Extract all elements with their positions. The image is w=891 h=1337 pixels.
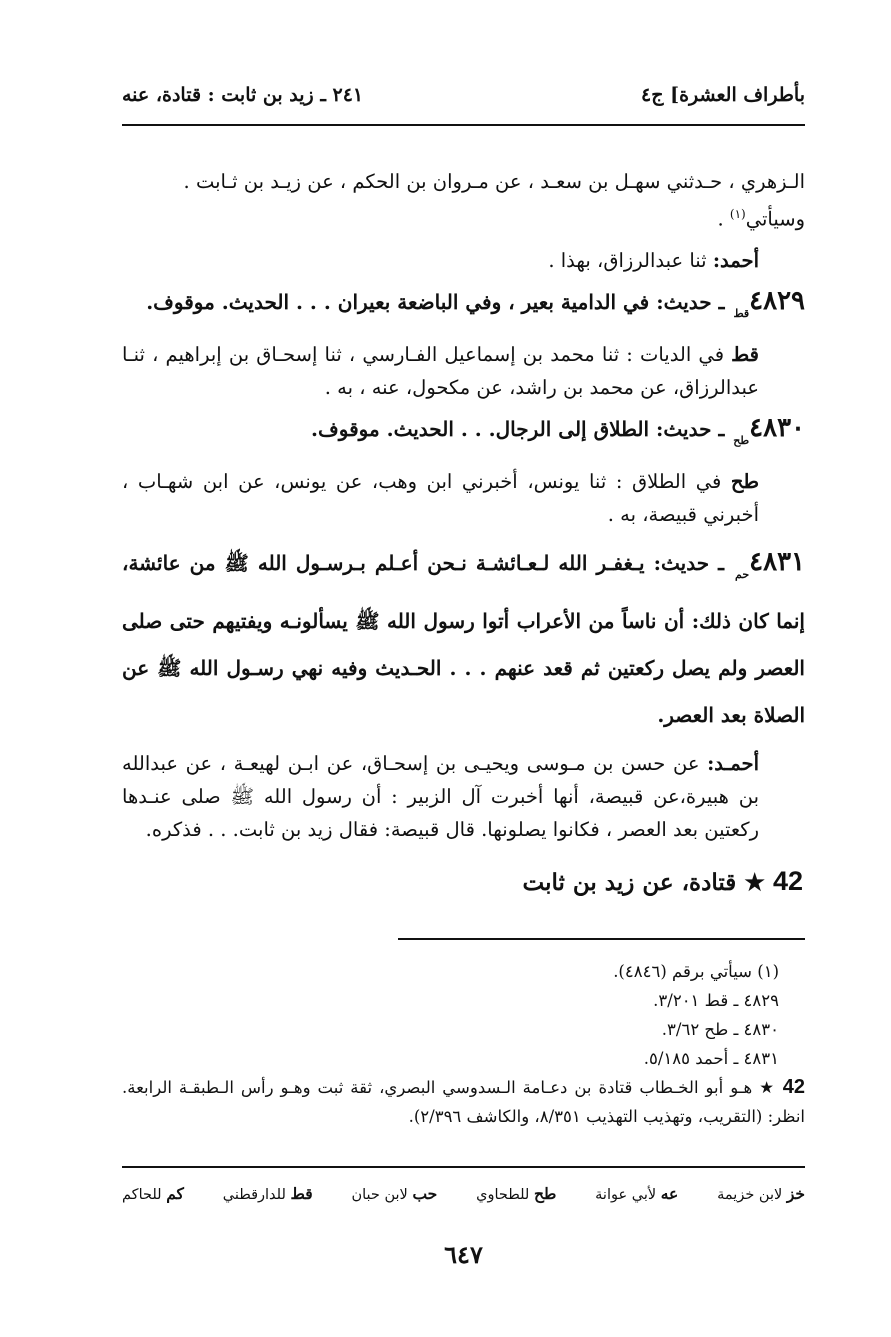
key-abbr: حب [412,1184,438,1203]
source-text: في الديات : ثنا محمد بن إسماعيل الفـارسي ، ثنا إسحـاق بن إبراهيم ، ثنـا عبدالرزاق، عن محمد بن راشد، عن مكحول، عنه ، به . [122,342,759,399]
star-icon: ★ [759,1078,776,1097]
book-page [122,0,805,1337]
footnote-ref[interactable]: (١) [729,207,746,221]
hadith-number: ٤٨٣١ [749,546,805,577]
chapter-number: 42 [772,866,803,896]
page-number: ٦٤٧ [444,1240,483,1269]
hadith-siglum: حم [735,567,750,581]
key-desc: لأبي عوانة [595,1187,661,1203]
source-text: عن حسن بن مـوسى ويحيـى بن إسحـاق، عن ابـن لهيعـة ، عن عبدالله بن هبيرة،عن قبيصة، أنها أخبرت آل الزبير : أن رسول الله ﷺ صلى عنـدها ركعتين بعد العصر ، فكانوا يصلونها. قال قبيصة: فقال زيد بن ثابت. . . فذكره. [122,751,759,841]
hadith-text: ـ حديث: الطلاق إلى الرجال. . . الحديث. موقوف. [311,416,732,441]
source-label: قط [731,342,759,366]
key-item [223,1184,313,1203]
hadith-number: ٤٨٣٠ [749,412,805,443]
key-desc: للحاكم [122,1187,167,1203]
footnotes [122,957,805,1131]
key-desc: للدارقطني [222,1187,291,1203]
key-abbr: خز [786,1184,805,1203]
footnote-4829: ٤٨٢٩ ـ قط ٣/٢٠١. [653,991,779,1010]
hadith-text: ـ حديث: يـغفـر الله لـعـائشـة نـحن أعـلم بـرسـول الله ﷺ من عائشة، إنما كان ذلك: أن ناساً من الأعراب أتوا رسول الله ﷺ يسألونـه ويفتيهم حتى صلى العصر ولم يصل ركعتين ثم قعد عنهم . . . الحـديث وفيه نهي رسـول الله ﷺ عن الصلاة بعد العصر. [122,550,805,727]
key-rule [122,1166,805,1168]
book-title: بأطراف العشرة] ج٤ [641,84,805,106]
source-label: أحمد: [712,248,759,272]
source-text: ثنا عبدالرزاق، بهذا . [548,248,713,272]
footnote-chapter-number: 42 [782,1076,806,1098]
footnote-4830: ٤٨٣٠ ـ طح ٣/٦٢. [661,1020,779,1039]
text-line: وسيأتي [745,207,805,231]
sigla-key [122,1184,805,1203]
paragraph-tahawi [122,465,805,531]
star-icon: ★ [744,869,765,896]
footnote-rule [398,938,805,940]
key-abbr: عه [660,1184,679,1203]
key-item [717,1184,805,1203]
key-item [595,1184,678,1203]
key-desc: للطحاوي [476,1187,534,1203]
source-label: أحمـد: [707,751,759,775]
key-item [476,1184,556,1203]
running-header [122,78,805,112]
header-rule [122,124,805,126]
hadith-siglum: طح [733,433,750,447]
paragraph-ahmad-1 [122,244,805,277]
text-end: . [717,207,730,231]
hadith-number: ٤٨٢٩ [749,285,805,316]
footnote-chapter-text: هـو أبو الخـطاب قتادة بن دعـامة الـسدوسي البصري، ثقة ثبت وهـو رأس الـطبقـة الرابعة. انظر: (التقريب، وتهذيب التهذيب ٨/٣٥١، والكاشف ٢/٣٩٦). [122,1078,805,1126]
source-label: طح [730,469,759,493]
paragraph-zuhri [122,165,805,236]
key-desc: لابن حبان [351,1187,413,1203]
paragraph-ahmad-2 [122,747,805,846]
key-desc: لابن خزيمة [717,1187,787,1203]
hadith-siglum: قط [733,306,750,320]
hadith-4830 [122,412,805,457]
key-item [351,1184,437,1203]
hadith-text: ـ حديث: في الدامية بعير ، وفي الباضعة بعيران . . . الحديث. موقوف. [146,289,732,314]
hadith-4831 [122,539,805,739]
footnote-chapter-42 [122,1073,805,1131]
key-abbr: قط [290,1184,313,1203]
key-item [122,1184,184,1203]
footnote-1: (١) سيأتي برقم (٤٨٤٦). [613,962,779,981]
section-heading: ٢٤١ ـ زيد بن ثابت : قتادة، عنه [122,84,364,106]
text-line: الـزهري ، حـدثني سهـل بن سعـد ، عن مـروان بن الحكم ، عن زيـد بن ثـابت . [183,170,805,193]
source-text: في الطلاق : ثنا يونس، أخبرني ابن وهب، عن يونس، عن ابن شهـاب ، أخبرني قبيصة، به . [122,469,759,526]
key-abbr: طح [533,1184,557,1203]
hadith-4829 [122,285,805,330]
chapter-title: قتادة، عن زيد بن ثابت [522,869,737,896]
key-abbr: كم [166,1184,184,1203]
paragraph-daraqutni [122,338,805,404]
footnote-4831: ٤٨٣١ ـ أحمد ٥/١٨٥. [643,1049,779,1068]
chapter-heading [522,866,803,897]
main-text [122,165,805,854]
